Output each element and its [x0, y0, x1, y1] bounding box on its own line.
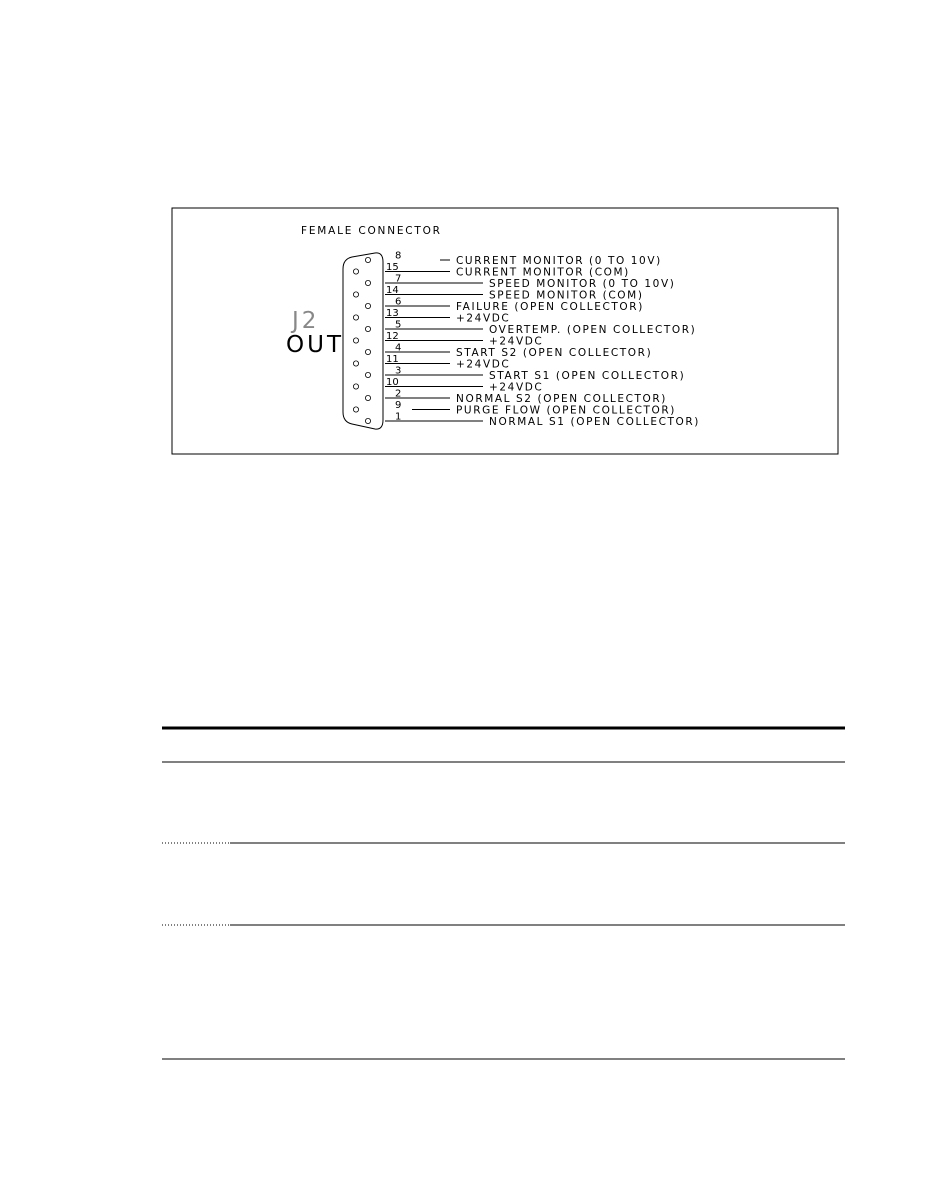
pin-contact [365, 349, 370, 354]
pin-signal-label: +24VDC [489, 335, 544, 348]
pin-number: 4 [395, 342, 402, 354]
pin-signal-label: START S1 (OPEN COLLECTOR) [489, 370, 686, 382]
pin-number: 9 [395, 400, 402, 411]
pin-number: 10 [386, 377, 399, 388]
pin-number: 6 [395, 296, 402, 308]
connector-direction-label: OUT [286, 332, 344, 358]
pin-signal-labels [456, 255, 700, 428]
pin-signal-label: SPEED MONITOR (COM) [489, 289, 644, 302]
pin-number: 2 [395, 388, 402, 400]
pin-contact [365, 395, 370, 400]
pin-signal-label: +24VDC [456, 312, 511, 325]
pin-signal-label: PURGE FLOW (OPEN COLLECTOR) [456, 404, 676, 417]
pin-number: 11 [386, 354, 399, 365]
pin-number: 13 [386, 308, 399, 319]
pin-contact [353, 315, 358, 320]
connector-id-label: J2 [292, 308, 320, 334]
pin-signal-label: SPEED MONITOR (0 TO 10V) [489, 278, 676, 290]
pin-contact [365, 372, 370, 377]
pin-contact [365, 280, 370, 285]
pin-signal-label: +24VDC [489, 381, 544, 394]
pin-numbers [386, 251, 401, 423]
pin-number: 3 [395, 365, 402, 377]
pin-contact [365, 326, 370, 331]
pin-contact [353, 338, 358, 343]
pin-contact [353, 361, 358, 366]
pin-contacts [353, 257, 370, 423]
pin-number: 14 [386, 285, 399, 296]
pin-number: 1 [395, 411, 402, 423]
pin-number: 15 [386, 262, 399, 273]
connector-shell [343, 253, 383, 429]
pin-signal-label: OVERTEMP. (OPEN COLLECTOR) [489, 324, 697, 336]
pin-contact [353, 384, 358, 389]
connector-title: FEMALE CONNECTOR [301, 225, 442, 237]
pin-signal-label: START S2 (OPEN COLLECTOR) [456, 347, 653, 359]
pin-contact [353, 269, 358, 274]
pin-signal-label: +24VDC [456, 358, 511, 371]
pin-signal-label: CURRENT MONITOR (COM) [456, 266, 630, 279]
pin-number: 12 [386, 331, 399, 342]
pin-number: 8 [395, 250, 402, 262]
pin-contact [365, 303, 370, 308]
pin-number: 7 [395, 273, 402, 285]
pin-contact [353, 292, 358, 297]
pin-signal-label: NORMAL S2 (OPEN COLLECTOR) [456, 393, 667, 405]
pin-signal-label: FAILURE (OPEN COLLECTOR) [456, 301, 644, 313]
pin-contact [353, 407, 358, 412]
pin-contact [365, 418, 370, 423]
pin-signal-label: NORMAL S1 (OPEN COLLECTOR) [489, 416, 700, 428]
pin-number: 5 [395, 319, 402, 331]
pin-signal-label: CURRENT MONITOR (0 TO 10V) [456, 255, 662, 267]
pin-contact [365, 257, 370, 262]
